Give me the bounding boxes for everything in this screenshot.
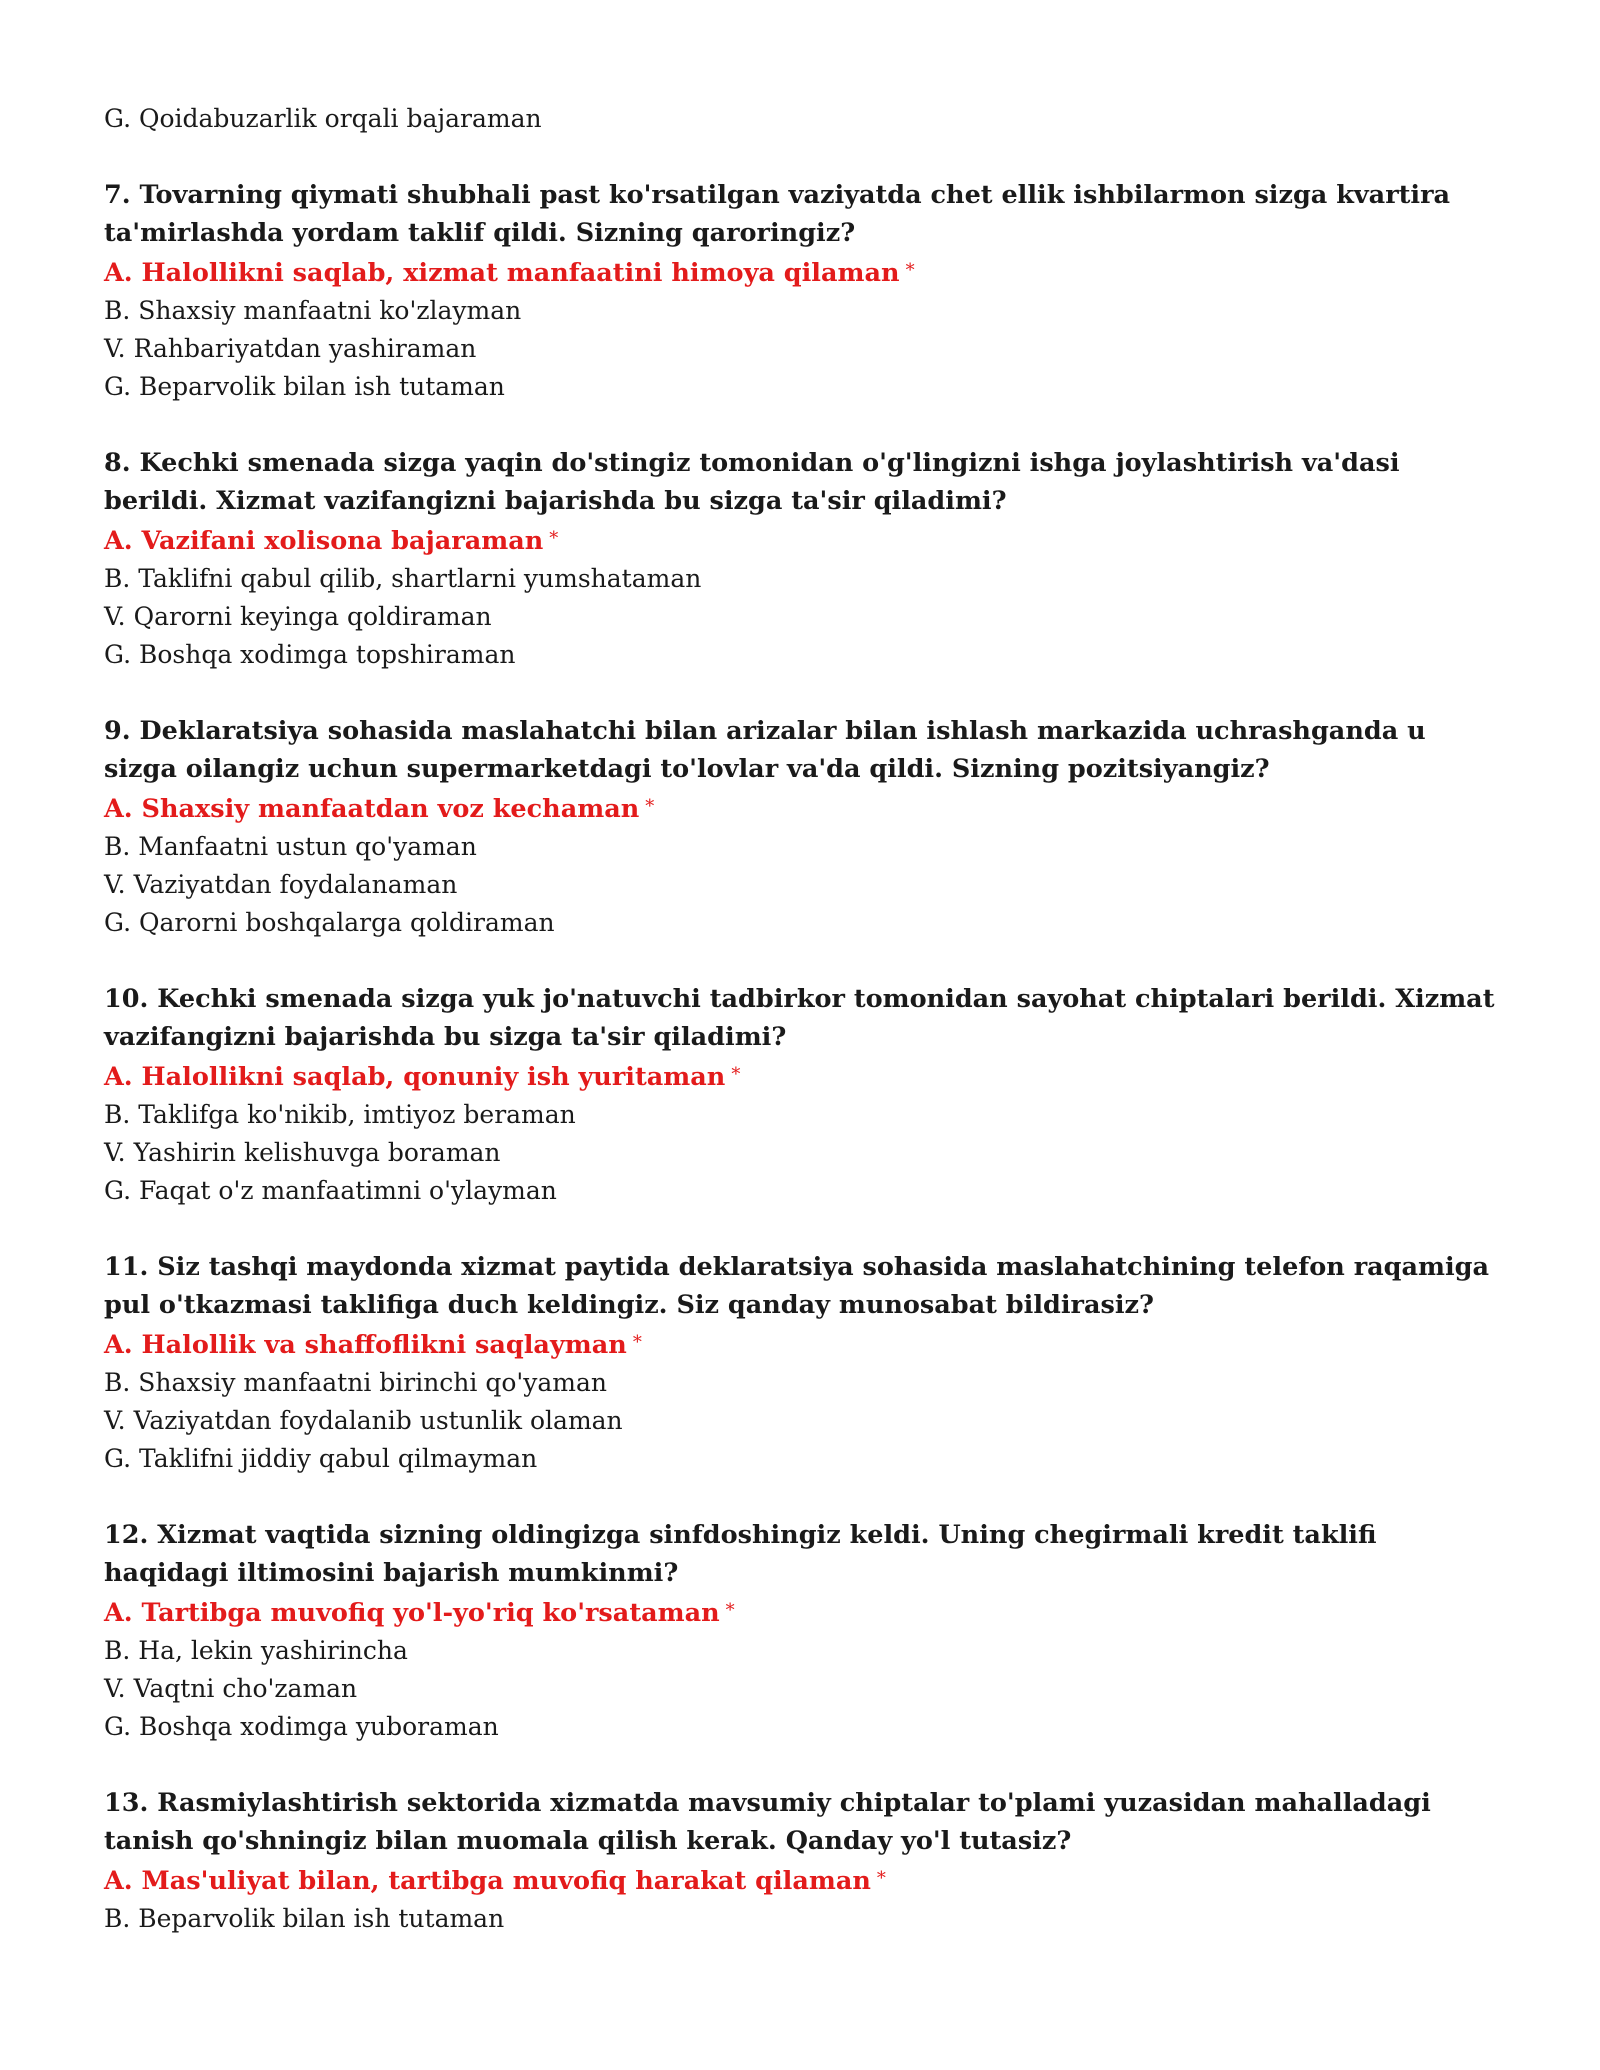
- answer-option: B. Manfaatni ustun qo'yaman: [104, 832, 477, 861]
- correct-answer: [104, 252, 1504, 292]
- correct-answer-text: A. Shaxsiy manfaatdan voz kechaman: [104, 794, 640, 824]
- correct-answer-text: A. Mas'uliyat bilan, tartibga muvofiq harakat qilaman: [104, 1866, 871, 1896]
- question-title: 7. Tovarning qiymati shubhali past ko'rsatilgan vaziyatda chet ellik ishbilarmon sizga kvartira ta'mirlashda yordam taklif qildi. Sizning qaroringiz?: [104, 180, 1451, 248]
- correct-mark-icon: *: [645, 796, 655, 817]
- answer-option: B. Shaxsiy manfaatni birinchi qo'yaman: [104, 1368, 608, 1397]
- answer-option: G. Beparvolik bilan ish tutaman: [104, 372, 505, 401]
- answer-option: B. Taklifni qabul qilib, shartlarni yumshataman: [104, 564, 702, 593]
- question-block: [104, 1516, 1504, 1746]
- answer-option: V. Rahbariyatdan yashiraman: [104, 334, 477, 363]
- correct-mark-icon: *: [905, 260, 915, 281]
- question-list: [104, 176, 1504, 1938]
- answer-option: V. Vaqtni cho'zaman: [104, 1674, 358, 1703]
- answer-option: B. Taklifga ko'nikib, imtiyoz beraman: [104, 1100, 576, 1129]
- answer-option: B. Shaxsiy manfaatni ko'zlayman: [104, 296, 522, 325]
- correct-answer-text: A. Halollikni saqlab, xizmat manfaatini himoya qilaman: [104, 258, 900, 288]
- question-block: [104, 1784, 1504, 1938]
- answer-option: G. Qarorni boshqalarga qoldiraman: [104, 908, 555, 937]
- answer-option: V. Vaziyatdan foydalanib ustunlik olaman: [104, 1406, 623, 1435]
- question-title: 9. Deklaratsiya sohasida maslahatchi bilan arizalar bilan ishlash markazida uchrashganda u sizga oilangiz uchun supermarketdagi to'lovlar va'da qildi. Sizning pozitsiyangiz?: [104, 716, 1426, 784]
- answer-option: V. Qarorni keyinga qoldiraman: [104, 602, 492, 631]
- question-block: [104, 176, 1504, 406]
- correct-mark-icon: *: [632, 1332, 642, 1353]
- document-page: [104, 100, 1504, 1938]
- correct-answer-text: A. Vazifani xolisona bajaraman: [104, 526, 544, 556]
- answer-option: G. Faqat o'z manfaatimni o'ylayman: [104, 1176, 557, 1205]
- correct-answer: [104, 1860, 1504, 1900]
- answer-option: G. Boshqa xodimga yuboraman: [104, 1712, 499, 1741]
- correct-mark-icon: *: [876, 1868, 886, 1889]
- option-text: G. Qoidabuzarlik orqali bajaraman: [104, 104, 542, 133]
- question-block: [104, 980, 1504, 1210]
- correct-answer: [104, 1592, 1504, 1632]
- correct-answer-text: A. Tartibga muvofiq yo'l-yo'riq ko'rsataman: [104, 1598, 720, 1628]
- correct-answer: [104, 788, 1504, 828]
- question-title: 8. Kechki smenada sizga yaqin do'stingiz tomonidan o'g'lingizni ishga joylashtirish va'dasi berildi. Xizmat vazifangizni bajarishda bu sizga ta'sir qiladimi?: [104, 448, 1400, 516]
- question-title: 12. Xizmat vaqtida sizning oldingizga sinfdoshingiz keldi. Uning chegirmali kredit taklifi haqidagi iltimosini bajarish mumkinmi?: [104, 1520, 1377, 1588]
- correct-mark-icon: *: [725, 1600, 735, 1621]
- correct-answer-text: A. Halollikni saqlab, qonuniy ish yuritaman: [104, 1062, 726, 1092]
- question-block: [104, 712, 1504, 942]
- question-title: 10. Kechki smenada sizga yuk jo'natuvchi tadbirkor tomonidan sayohat chiptalari berildi. Xizmat vazifangizni bajarishda bu sizga ta'sir qiladimi?: [104, 984, 1495, 1052]
- answer-option: G. Boshqa xodimga topshiraman: [104, 640, 516, 669]
- answer-option: V. Vaziyatdan foydalanaman: [104, 870, 458, 899]
- answer-option: G. Taklifni jiddiy qabul qilmayman: [104, 1444, 538, 1473]
- correct-answer: [104, 1324, 1504, 1364]
- question-title: 13. Rasmiylashtirish sektorida xizmatda mavsumiy chiptalar to'plami yuzasidan mahalladagi tanish qo'shningiz bilan muomala qilish kerak. Qanday yo'l tutasiz?: [104, 1788, 1431, 1856]
- correct-mark-icon: *: [731, 1064, 741, 1085]
- answer-option: V. Yashirin kelishuvga boraman: [104, 1138, 501, 1167]
- question-block: [104, 444, 1504, 674]
- question-title: 11. Siz tashqi maydonda xizmat paytida deklaratsiya sohasida maslahatchining telefon raqamiga pul o'tkazmasi taklifiga duch keldingiz. Siz qanday munosabat bildirasiz?: [104, 1252, 1490, 1320]
- correct-answer-text: A. Halollik va shaffoflikni saqlayman: [104, 1330, 627, 1360]
- correct-answer: [104, 1056, 1504, 1096]
- answer-option: B. Ha, lekin yashirincha: [104, 1636, 408, 1665]
- correct-answer: [104, 520, 1504, 560]
- correct-mark-icon: *: [549, 528, 559, 549]
- question-block: [104, 1248, 1504, 1478]
- answer-option: B. Beparvolik bilan ish tutaman: [104, 1904, 505, 1933]
